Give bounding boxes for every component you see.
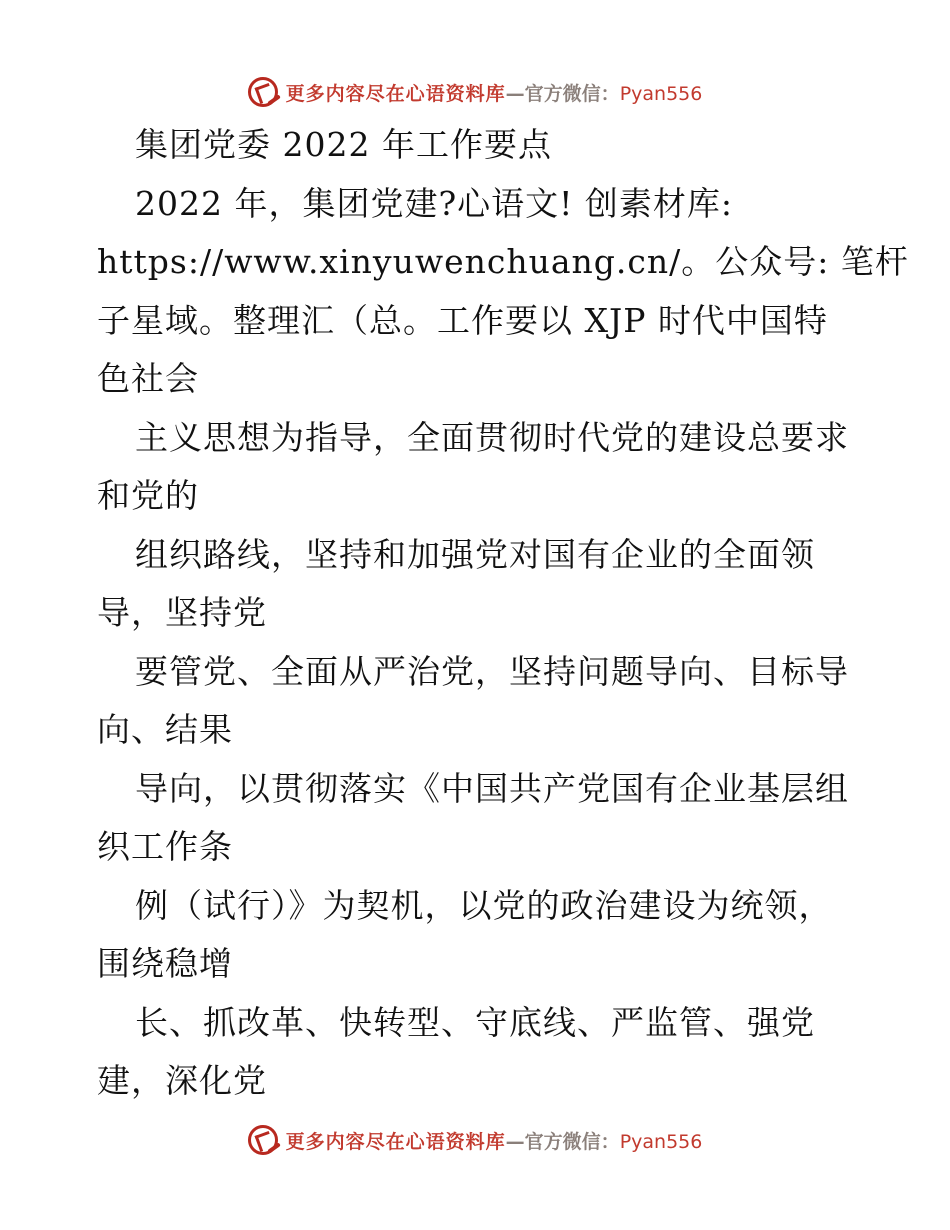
watermark-wechat-id: Pyan556 [619,1130,703,1153]
text-line: 例（试行）》为契机，以党的政治建设为统领， [135,885,833,925]
watermark-banner-bottom [0,1120,950,1160]
text-line: 建，深化党 [97,1061,267,1100]
text-line: 要管党、全面从严治党，坚持问题导向、目标导 [135,651,849,691]
text-line: 和党的 [97,476,199,515]
text-line: 导向，以贯彻落实《中国共产党国有企业基层组 [135,768,849,808]
watermark-site-text: 更多内容尽在心语资料库 [285,1130,506,1153]
watermark-wechat-label: 官方微信： [524,82,620,105]
text-line: 子星域。整理汇（总。工作要以 XJP 时代中国特 [97,300,828,340]
text-line: 导，坚持党 [97,593,267,632]
text-line: 色社会 [97,359,199,398]
text-line: 长、抓改革、快转型、守底线、严监管、强党 [135,1002,815,1042]
watermark-wechat-label: 官方微信： [524,1130,620,1153]
watermark-dash: — [505,1130,525,1153]
watermark-wechat-id: Pyan556 [619,82,703,105]
text-line: https://www.xinyuwenchuang.cn/。公众号: 笔杆 [97,242,909,281]
watermark-text [286,79,703,106]
document-title: 集团党委 2022 年工作要点 [135,125,552,164]
text-line: 组织路线，坚持和加强党对国有企业的全面领 [135,534,815,574]
text-line: 向、结果 [97,710,233,749]
text-line: 围绕稳增 [97,944,233,983]
pen-logo-icon [248,77,278,107]
watermark-banner-top [0,72,950,112]
watermark-dash: — [505,82,525,105]
watermark-text [286,1127,703,1154]
watermark-site-text: 更多内容尽在心语资料库 [285,82,506,105]
pen-logo-icon [248,1125,278,1155]
text-line: 主义思想为指导，全面贯彻时代党的建设总要求 [135,417,849,457]
text-line: 织工作条 [97,827,233,866]
text-line: 2022 年，集团党建?心语文! 创素材库: [135,183,734,223]
document-body [97,116,909,1111]
